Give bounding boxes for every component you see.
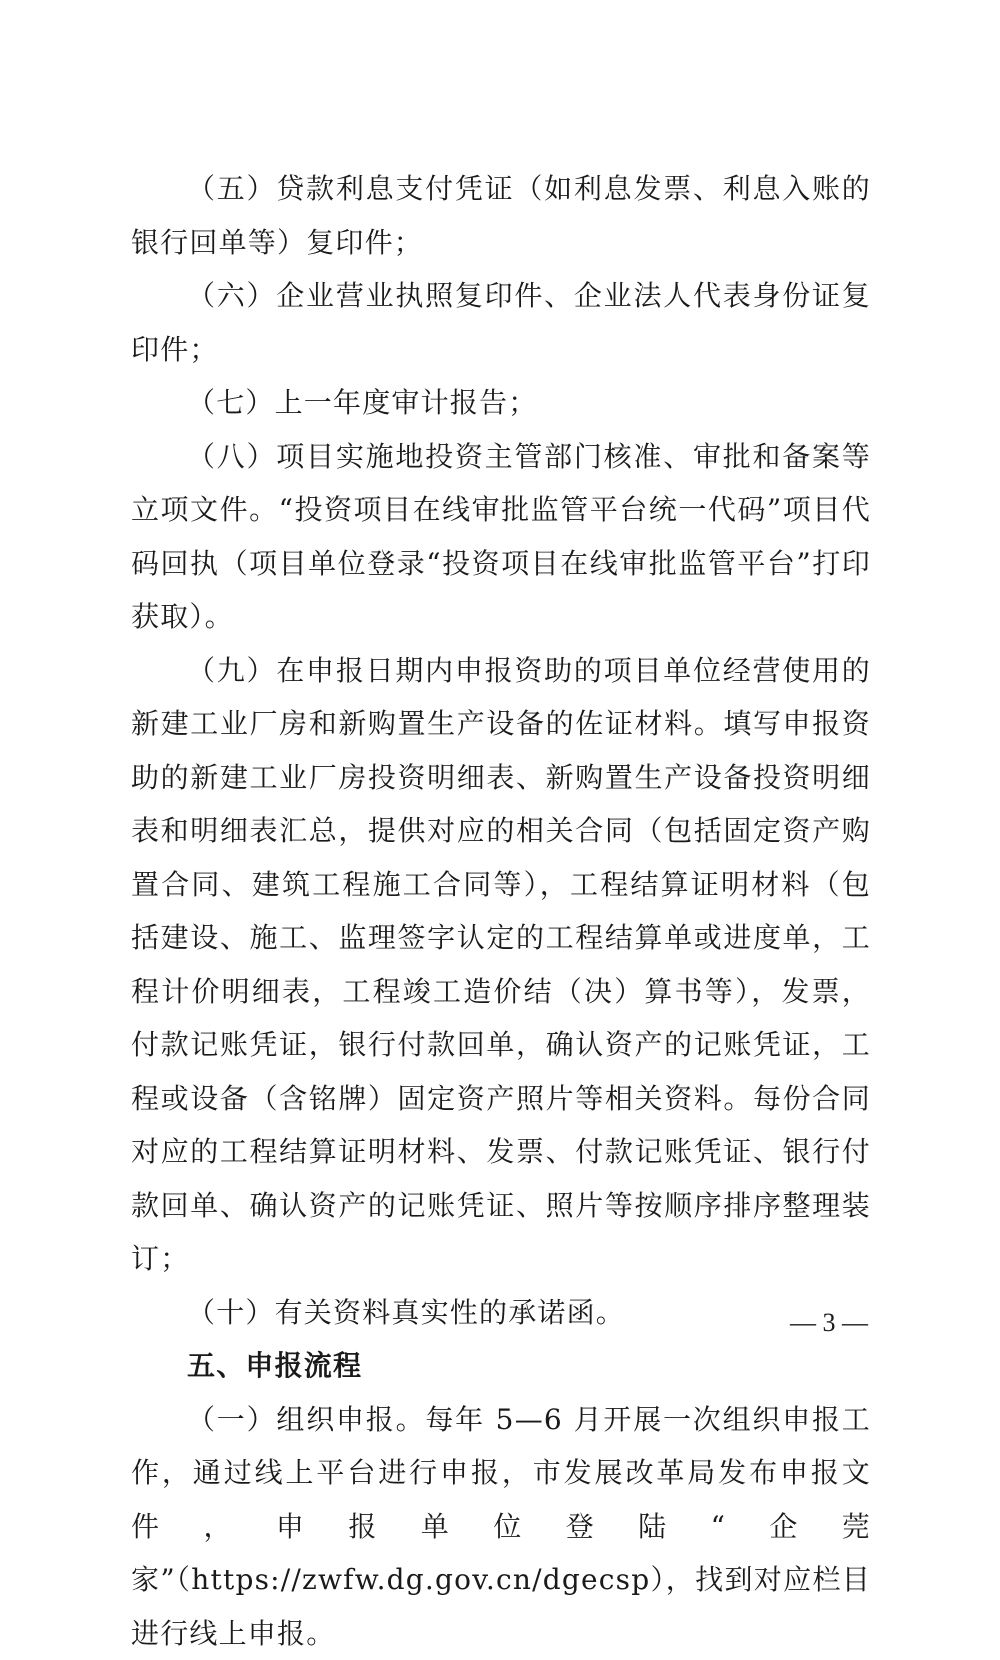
paragraph-item-8: （八）项目实施地投资主管部门核准、审批和备案等立项文件。“投资项目在线审批监管平台统一代码”项目代码回执（项目单位登录“投资项目在线审批监管平台”打印获取）。 (131, 430, 871, 644)
paragraph-item-9: （九）在申报日期内申报资助的项目单位经营使用的新建工业厂房和新购置生产设备的佐证材料。填写申报资助的新建工业厂房投资明细表、新购置生产设备投资明细表和明细表汇总，提供对应的相关合同（包括固定资产购置合同、建筑工程施工合同等），工程结算证明材料（包括建设、施工、监理签字认定的工程结算单或进度单，工程计价明细表，工程竣工造价结（决）算书等），发票，付款记账凭证，银行付款回单，确认资产的记账凭证，工程或设备（含铭牌）固定资产照片等相关资料。每份合同对应的工程结算证明材料、发票、付款记账凭证、银行付款回单、确认资产的记账凭证、照片等按顺序排序整理装订； (131, 644, 871, 1286)
section-paragraph-1: （一）组织申报。每年 5—6 月开展一次组织申报工作，通过线上平台进行申报，市发展改革局发布申报文件，申报单位登陆“企莞家”（https://zwfw.dg.gov.cn/dgecsp），找到对应栏目进行线上申报。 (131, 1393, 871, 1660)
document-body (131, 162, 871, 1660)
section-heading: 五、申报流程 (131, 1339, 871, 1393)
paragraph-item-6: （六）企业营业执照复印件、企业法人代表身份证复印件； (131, 269, 871, 376)
paragraph-item-5: （五）贷款利息支付凭证（如利息发票、利息入账的银行回单等）复印件； (131, 162, 871, 269)
paragraph-item-10: （十）有关资料真实性的承诺函。 (131, 1286, 871, 1340)
page-number: — 3 — (790, 1308, 868, 1338)
paragraph-item-7: （七）上一年度审计报告； (131, 376, 871, 430)
